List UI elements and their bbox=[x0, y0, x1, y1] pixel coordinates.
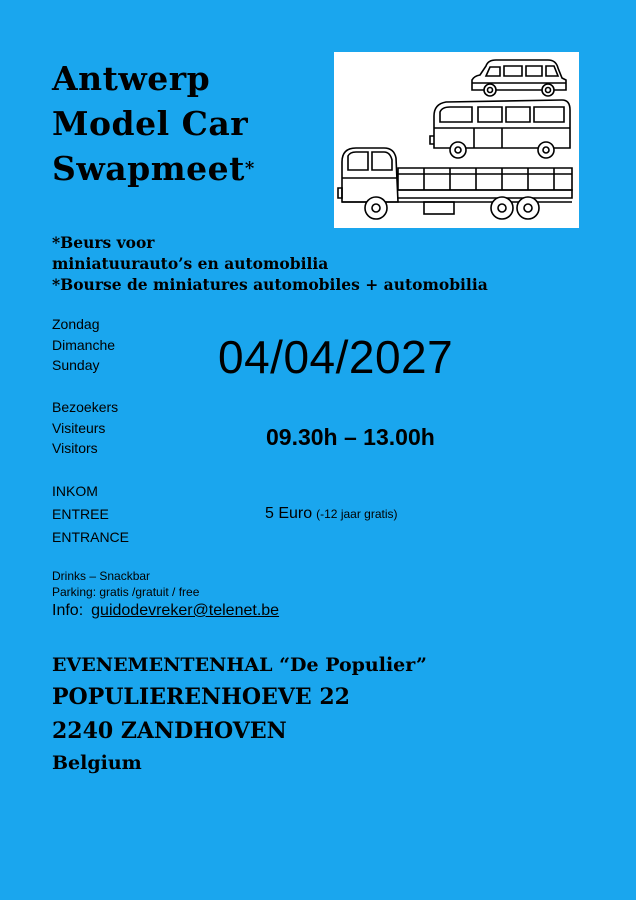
entrance-label-fr: ENTREE bbox=[52, 506, 109, 522]
day-label-nl: Zondag bbox=[52, 316, 100, 332]
mini-car-icon bbox=[472, 60, 566, 96]
email-link[interactable]: guidodevreker@telenet.be bbox=[91, 602, 280, 619]
visitor-label-nl: Bezoekers bbox=[52, 399, 119, 415]
event-date: 04/04/2027 bbox=[218, 331, 454, 383]
venue-street: POPULIERENHOEVE 22 bbox=[52, 684, 350, 710]
visitor-label-fr: Visiteurs bbox=[52, 419, 106, 436]
parking-text: Parking: gratis /gratuit / free bbox=[52, 585, 200, 599]
venue-city: 2240 ZANDHOVEN bbox=[52, 718, 287, 744]
day-labels bbox=[52, 314, 115, 376]
extras bbox=[52, 568, 199, 600]
entrance-price bbox=[265, 505, 398, 523]
title-line-2: Model Car bbox=[52, 104, 249, 143]
entrance-label-en: ENTRANCE bbox=[52, 529, 130, 545]
day-label-en: Sunday bbox=[52, 357, 100, 373]
visitor-labels bbox=[52, 397, 118, 459]
venue-country: Belgium bbox=[52, 752, 142, 774]
entrance-labels bbox=[52, 480, 129, 549]
title-line-1: Antwerp bbox=[52, 59, 211, 98]
title-asterisk: * bbox=[244, 158, 255, 179]
subtitle-line-2: miniatuurauto’s en automobilia bbox=[52, 254, 329, 273]
visitor-label-en: Visitors bbox=[52, 440, 98, 456]
price-note: (-12 jaar gratis) bbox=[316, 507, 398, 521]
info-line bbox=[52, 602, 279, 620]
subtitle-line-1: *Beurs voor bbox=[52, 233, 155, 252]
day-label-fr: Dimanche bbox=[52, 336, 116, 353]
venue-block bbox=[52, 650, 427, 778]
entrance-label-nl: INKOM bbox=[52, 483, 98, 499]
title-line-3-text: Swapmeet bbox=[52, 149, 245, 188]
vehicles-illustration bbox=[334, 52, 579, 228]
truck-icon bbox=[338, 148, 572, 219]
event-title bbox=[52, 56, 255, 191]
subtitle-line-3: *Bourse de miniatures automobiles + automobilia bbox=[52, 275, 488, 294]
vehicles-drawing bbox=[334, 52, 579, 228]
opening-hours: 09.30h – 13.00h bbox=[266, 424, 435, 450]
event-subtitle bbox=[52, 232, 488, 295]
info-label: Info: bbox=[52, 602, 84, 619]
drinks-text: Drinks – Snackbar bbox=[52, 569, 151, 583]
price-value: 5 Euro bbox=[265, 505, 313, 522]
van-icon bbox=[430, 100, 570, 158]
venue-name: EVENEMENTENHAL “De Populier” bbox=[52, 654, 427, 676]
title-line-3 bbox=[52, 146, 255, 191]
